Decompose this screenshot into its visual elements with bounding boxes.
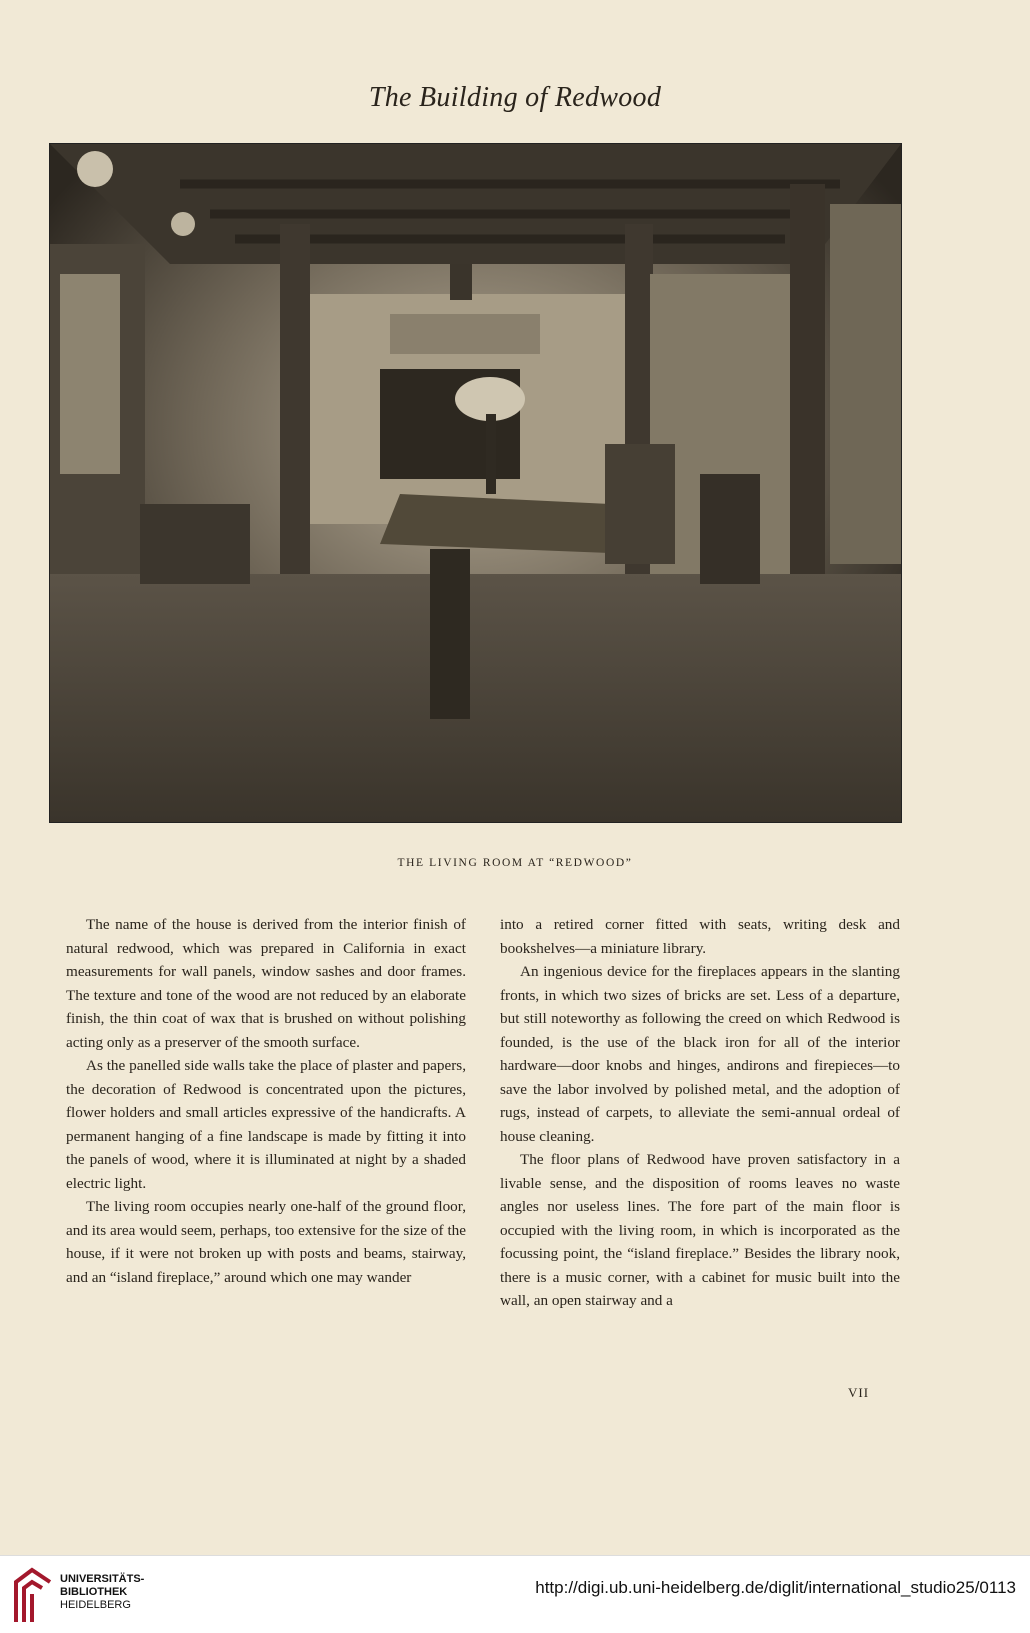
paragraph: The floor plans of Redwood have proven satisfactory in a livable sense, and the disposition of rooms leaves no waste angles nor useless lines. The fore part of the main floor is occupied with the living room, in which is incorporated as the focussing point, the “island fireplace.” Besides the library nook, there is a music corner, with a cabinet for music built into the wall, an open stairway and a	[500, 1151, 900, 1309]
paragraph: The name of the house is derived from the interior finish of natural redwood, which was prepared in California in exact measurements for wall panels, window sashes and door frames. The texture and tone of the wood are not reduced by an elaborate finish, the thin coat of wax that is brushed on without polishing acting only as a preserver of the smooth surface.	[66, 916, 466, 1051]
library-name-line3: HEIDELBERG	[60, 1599, 131, 1611]
paragraph: An ingenious device for the fireplaces appears in the slanting fronts, in which two sizes of bricks are set. Less of a departure, but still noteworthy as following the creed on which Redwood is founded, is the use of the black iron for all of the interior hardware—door knobs and hinges, andirons and firepieces—to save the labor involved by polished metal, and the adoption of rugs, instead of carpets, to alleviate the semi-annual ordeal of house cleaning.	[500, 963, 900, 1145]
running-head: The Building of Redwood	[368, 82, 662, 113]
photograph-illustration	[50, 144, 901, 822]
page-number: VII	[848, 1385, 870, 1400]
column-right	[500, 913, 900, 1363]
library-logo-icon	[10, 1564, 56, 1624]
photo-caption: THE LIVING ROOM AT “REDWOOD”	[397, 857, 633, 869]
library-name-line1: UNIVERSITÄTS-	[60, 1573, 145, 1585]
library-name-line2: BIBLIOTHEK	[60, 1586, 128, 1598]
column-left	[66, 913, 466, 1363]
paragraph: As the panelled side walls take the place of plaster and papers, the decoration of Redwood is concentrated upon the pictures, flower holders and small articles expressive of the handicrafts. A permanent hanging of a fine landscape is made by fitting it into the panels of wood, where it is illuminated at night by a shaded electric light.	[66, 1057, 466, 1192]
paragraph: into a retired corner fitted with seats, writing desk and bookshelves—a miniature library.	[500, 916, 900, 957]
library-name	[60, 1573, 144, 1612]
photograph-living-room	[49, 143, 902, 823]
viewer-footer	[0, 1555, 1030, 1633]
paragraph: The living room occupies nearly one-half of the ground floor, and its area would seem, perhaps, too extensive for the size of the house, if it were not broken up with posts and beams, stairway, and an “island fireplace,” around which one may wander	[66, 1198, 466, 1286]
source-url-link[interactable]: http://digi.ub.uni-heidelberg.de/diglit/international_studio25/0113	[535, 1578, 1016, 1597]
body-text	[66, 913, 900, 1363]
